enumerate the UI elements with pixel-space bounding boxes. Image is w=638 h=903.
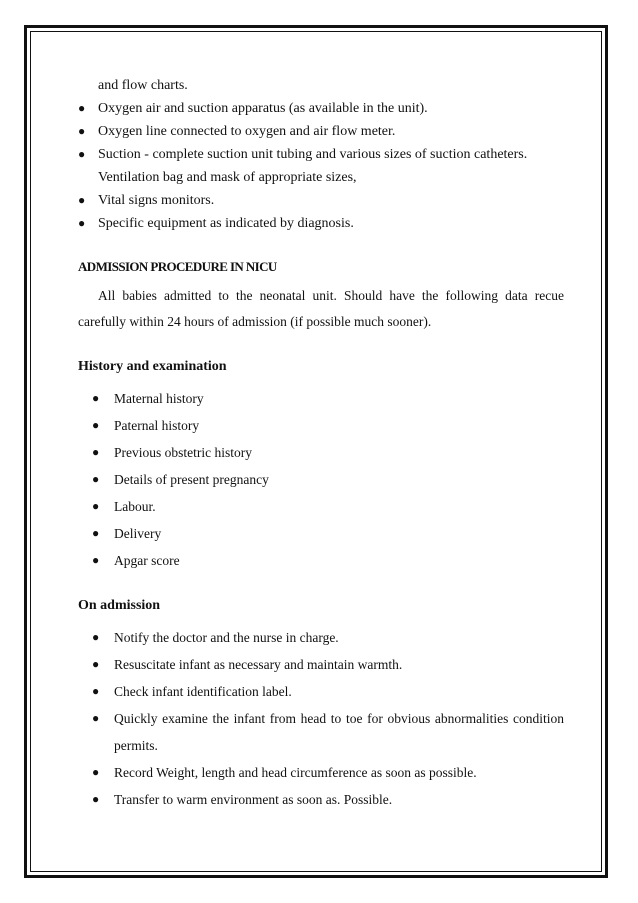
- list-item: ● Specific equipment as indicated by diagnosis.: [78, 212, 564, 235]
- bullet-icon: ●: [92, 711, 100, 725]
- on-admission-heading: On admission: [78, 598, 161, 613]
- list-item: ● Oxygen line connected to oxygen and air flow meter.: [78, 120, 564, 143]
- list-item: ● Record Weight, length and head circumference as soon as possible.: [78, 759, 564, 786]
- bullet-icon: ●: [78, 101, 86, 115]
- bullet-icon: ●: [92, 472, 100, 486]
- equipment-list: [78, 97, 564, 235]
- bullet-icon: ●: [92, 445, 100, 459]
- list-item: ● Suction - complete suction unit tubing and various sizes of suction catheters. Ventilation bag and mask of appropriate sizes,: [78, 143, 564, 189]
- document-body: [78, 74, 564, 813]
- list-item: ● Apgar score: [78, 547, 564, 574]
- bullet-icon: ●: [92, 418, 100, 432]
- continued-line: and flow charts.: [98, 78, 188, 93]
- list-item: ● Maternal history: [78, 385, 564, 412]
- bullet-icon: ●: [78, 193, 86, 207]
- list-item: ● Vital signs monitors.: [78, 189, 564, 212]
- list-item: ● Labour.: [78, 493, 564, 520]
- bullet-icon: ●: [92, 526, 100, 540]
- list-item: ● Resuscitate infant as necessary and maintain warmth.: [78, 651, 564, 678]
- list-item: ● Transfer to warm environment as soon as. Possible.: [78, 786, 564, 813]
- list-item: ● Paternal history: [78, 412, 564, 439]
- admission-heading: ADMISSION PROCEDURE IN NICU: [78, 259, 277, 274]
- bullet-icon: ●: [92, 657, 100, 671]
- bullet-icon: ●: [78, 216, 86, 230]
- list-item: ● Notify the doctor and the nurse in charge.: [78, 624, 564, 651]
- list-item: ● Quickly examine the infant from head to toe for obvious abnormalities condition permits.: [78, 705, 564, 759]
- list-item: ● Delivery: [78, 520, 564, 547]
- history-heading: History and examination: [78, 359, 227, 374]
- bullet-icon: ●: [92, 499, 100, 513]
- list-item: ● Oxygen air and suction apparatus (as available in the unit).: [78, 97, 564, 120]
- bullet-icon: ●: [92, 391, 100, 405]
- bullet-icon: ●: [92, 553, 100, 567]
- bullet-icon: ●: [92, 684, 100, 698]
- bullet-icon: ●: [92, 765, 100, 779]
- history-list: [78, 385, 564, 574]
- list-item: ● Details of present pregnancy: [78, 466, 564, 493]
- list-item: ● Check infant identification label.: [78, 678, 564, 705]
- bullet-icon: ●: [92, 792, 100, 806]
- on-admission-list: [78, 624, 564, 813]
- bullet-icon: ●: [78, 124, 86, 138]
- list-item: ● Previous obstetric history: [78, 439, 564, 466]
- bullet-icon: ●: [78, 147, 86, 161]
- admission-paragraph: All babies admitted to the neonatal unit. Should have the following data recue carefully within 24 hours of admission (if possible much sooner).: [78, 288, 564, 329]
- bullet-icon: ●: [92, 630, 100, 644]
